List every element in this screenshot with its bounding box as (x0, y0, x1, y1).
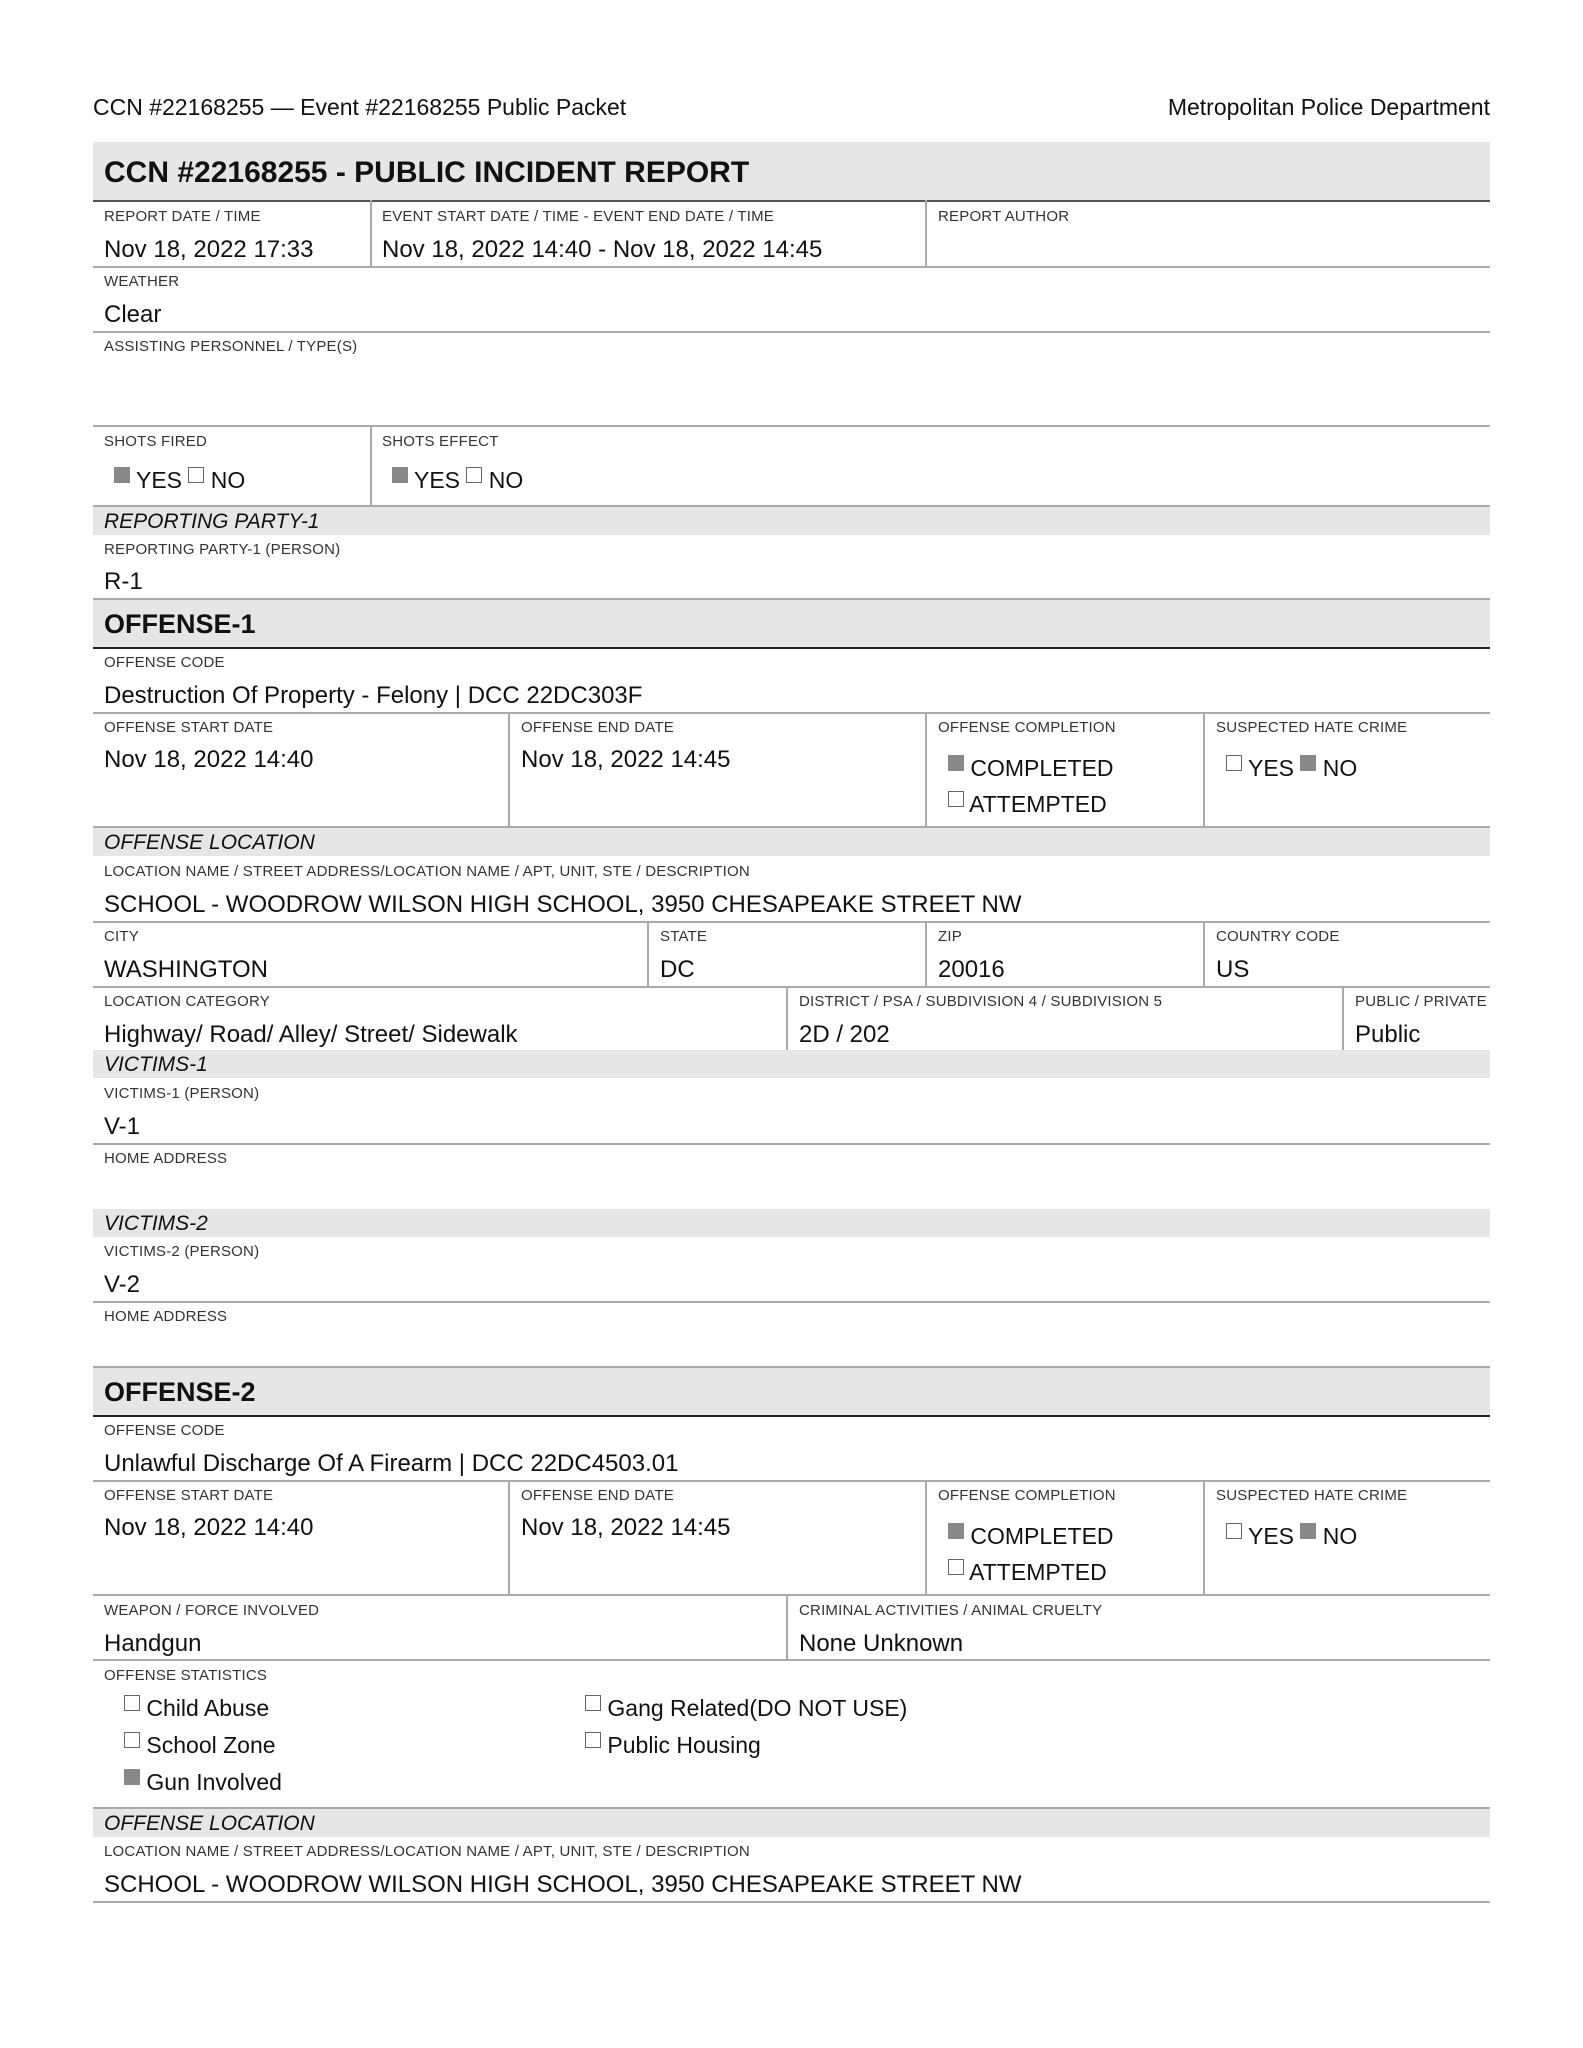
state-label: STATE (660, 928, 708, 945)
shots-effect-no-checkbox[interactable] (466, 467, 482, 483)
child-abuse-checkbox[interactable] (124, 1695, 140, 1711)
no-label: NO (210, 467, 246, 493)
city-value: WASHINGTON (104, 956, 269, 983)
state-value: DC (660, 956, 695, 983)
stat-gun-involved (124, 1769, 282, 1796)
offense-2-code: Unlawful Discharge Of A Firearm | DCC 22DC4503.01 (104, 1450, 679, 1477)
offense-1-code: Destruction Of Property - Felony | DCC 22DC303F (104, 682, 643, 709)
gun-involved-checkbox[interactable] (124, 1769, 140, 1785)
report-datetime: Nov 18, 2022 17:33 (104, 236, 314, 263)
victims-2-label: VICTIMS-2 (PERSON) (104, 1243, 260, 1260)
location-category-label: LOCATION CATEGORY (104, 993, 270, 1010)
district-value: 2D / 202 (799, 1021, 890, 1048)
district-label: DISTRICT / PSA / SUBDIVISION 4 / SUBDIVISION 5 (799, 993, 1163, 1010)
weapon-value: Handgun (104, 1630, 202, 1657)
stat-gang-related (585, 1695, 907, 1722)
offense-completion-label: OFFENSE COMPLETION (938, 1487, 1116, 1504)
attempted-checkbox[interactable] (948, 1559, 964, 1575)
offense-start-label: OFFENSE START DATE (104, 1487, 274, 1504)
gun-involved-label: Gun Involved (146, 1769, 282, 1795)
city-label: CITY (104, 928, 139, 945)
hate-yes-checkbox[interactable] (1226, 1523, 1242, 1539)
zip-value: 20016 (938, 956, 1005, 983)
completed-checkbox[interactable] (948, 755, 964, 771)
offense-2-attempted-option (948, 1559, 1107, 1586)
gang-related-checkbox[interactable] (585, 1695, 601, 1711)
public-private-label: PUBLIC / PRIVATE (1355, 993, 1487, 1010)
offense-statistics-label: OFFENSE STATISTICS (104, 1667, 268, 1684)
no-label: NO (1322, 1523, 1358, 1549)
shots-fired-label: SHOTS FIRED (104, 433, 208, 450)
victims-2-home-address-label: HOME ADDRESS (104, 1308, 228, 1325)
event-range-label: EVENT START DATE / TIME - EVENT END DATE / TIME (382, 208, 774, 225)
public-private-value: Public (1355, 1021, 1421, 1048)
completed-label: COMPLETED (970, 755, 1114, 781)
assisting-personnel-label: ASSISTING PERSONNEL / TYPE(S) (104, 338, 358, 355)
report-title: CCN #22168255 - PUBLIC INCIDENT REPORT (104, 156, 750, 189)
victims-1-band (93, 1050, 1490, 1078)
stat-child-abuse (124, 1695, 269, 1722)
victims-2-band-label: VICTIMS-2 (104, 1212, 208, 1235)
victims-2-value: V-2 (104, 1271, 141, 1298)
reporting-party-value: R-1 (104, 568, 143, 595)
offense-1-title: OFFENSE-1 (104, 609, 256, 639)
offense-1-hate-options (1226, 755, 1357, 782)
yes-label: YES (1247, 1523, 1295, 1549)
gang-related-label: Gang Related(DO NOT USE) (607, 1695, 908, 1721)
criminal-activities-value: None Unknown (799, 1630, 964, 1657)
offense-location-band-label: OFFENSE LOCATION (104, 1812, 315, 1835)
packet-header: CCN #22168255 — Event #22168255 Public Packet (93, 94, 627, 120)
shots-fired-yes-checkbox[interactable] (114, 467, 130, 483)
event-range: Nov 18, 2022 14:40 - Nov 18, 2022 14:45 (382, 236, 823, 263)
shots-effect-yes-checkbox[interactable] (392, 467, 408, 483)
offense-2-completed-option (948, 1523, 1114, 1550)
criminal-activities-label: CRIMINAL ACTIVITIES / ANIMAL CRUELTY (799, 1602, 1103, 1619)
child-abuse-label: Child Abuse (146, 1695, 270, 1721)
reporting-party-label: REPORTING PARTY-1 (PERSON) (104, 541, 341, 558)
school-zone-checkbox[interactable] (124, 1732, 140, 1748)
offense-1-location: SCHOOL - WOODROW WILSON HIGH SCHOOL, 3950 CHESAPEAKE STREET NW (104, 891, 1022, 918)
hate-yes-checkbox[interactable] (1226, 755, 1242, 771)
offense-1-header (93, 598, 1490, 649)
public-housing-label: Public Housing (607, 1732, 761, 1758)
country-code-value: US (1216, 956, 1250, 983)
shots-effect-label: SHOTS EFFECT (382, 433, 499, 450)
offense-start-label: OFFENSE START DATE (104, 719, 274, 736)
offense-2-title: OFFENSE-2 (104, 1377, 256, 1407)
offense-1-location-band (93, 828, 1490, 856)
offense-2-hate-options (1226, 1523, 1357, 1550)
victims-1-home-address-label: HOME ADDRESS (104, 1150, 228, 1167)
completed-checkbox[interactable] (948, 1523, 964, 1539)
reporting-party-band (93, 507, 1490, 535)
weather-label: WEATHER (104, 273, 180, 290)
offense-completion-label: OFFENSE COMPLETION (938, 719, 1116, 736)
offense-location-band-label: OFFENSE LOCATION (104, 831, 315, 854)
offense-1-start: Nov 18, 2022 14:40 (104, 746, 314, 773)
offense-2-end: Nov 18, 2022 14:45 (521, 1514, 731, 1541)
attempted-label: ATTEMPTED (969, 791, 1107, 817)
hate-no-checkbox[interactable] (1300, 755, 1316, 771)
yes-label: YES (1247, 755, 1295, 781)
report-title-bar (93, 142, 1490, 202)
stat-school-zone (124, 1732, 276, 1759)
shots-fired-options (114, 467, 245, 494)
hate-no-checkbox[interactable] (1300, 1523, 1316, 1539)
school-zone-label: School Zone (146, 1732, 276, 1758)
location-category-value: Highway/ Road/ Alley/ Street/ Sidewalk (104, 1021, 518, 1048)
completed-label: COMPLETED (970, 1523, 1114, 1549)
report-author-label: REPORT AUTHOR (938, 208, 1070, 225)
weather-value: Clear (104, 301, 162, 328)
offense-1-attempted-option (948, 791, 1107, 818)
department-name: Metropolitan Police Department (1167, 94, 1490, 120)
victims-1-value: V-1 (104, 1113, 141, 1140)
public-housing-checkbox[interactable] (585, 1732, 601, 1748)
shots-effect-options (392, 467, 523, 494)
offense-end-label: OFFENSE END DATE (521, 1487, 674, 1504)
reporting-party-band-label: REPORTING PARTY-1 (104, 510, 320, 533)
attempted-checkbox[interactable] (948, 791, 964, 807)
offense-2-start: Nov 18, 2022 14:40 (104, 1514, 314, 1541)
country-code-label: COUNTRY CODE (1216, 928, 1340, 945)
offense-2-header (93, 1366, 1490, 1417)
offense-end-label: OFFENSE END DATE (521, 719, 674, 736)
no-label: NO (1322, 755, 1358, 781)
offense-code-label: OFFENSE CODE (104, 654, 225, 671)
victims-1-label: VICTIMS-1 (PERSON) (104, 1085, 260, 1102)
hate-crime-label: SUSPECTED HATE CRIME (1216, 1487, 1408, 1504)
offense-2-location: SCHOOL - WOODROW WILSON HIGH SCHOOL, 3950 CHESAPEAKE STREET NW (104, 1871, 1022, 1898)
stat-public-housing (585, 1732, 761, 1759)
shots-fired-no-checkbox[interactable] (188, 467, 204, 483)
location-name-label: LOCATION NAME / STREET ADDRESS/LOCATION NAME / APT, UNIT, STE / DESCRIPTION (104, 863, 750, 880)
victims-2-band (93, 1209, 1490, 1237)
attempted-label: ATTEMPTED (969, 1559, 1107, 1585)
weapon-label: WEAPON / FORCE INVOLVED (104, 1602, 320, 1619)
victims-1-band-label: VICTIMS-1 (104, 1053, 208, 1076)
location-name-label: LOCATION NAME / STREET ADDRESS/LOCATION NAME / APT, UNIT, STE / DESCRIPTION (104, 1843, 750, 1860)
yes-label: YES (135, 467, 183, 493)
offense-2-location-band (93, 1807, 1490, 1837)
offense-code-label: OFFENSE CODE (104, 1422, 225, 1439)
yes-label: YES (413, 467, 461, 493)
zip-label: ZIP (938, 928, 962, 945)
hate-crime-label: SUSPECTED HATE CRIME (1216, 719, 1408, 736)
report-datetime-label: REPORT DATE / TIME (104, 208, 261, 225)
offense-1-completed-option (948, 755, 1114, 782)
no-label: NO (488, 467, 524, 493)
offense-1-end: Nov 18, 2022 14:45 (521, 746, 731, 773)
